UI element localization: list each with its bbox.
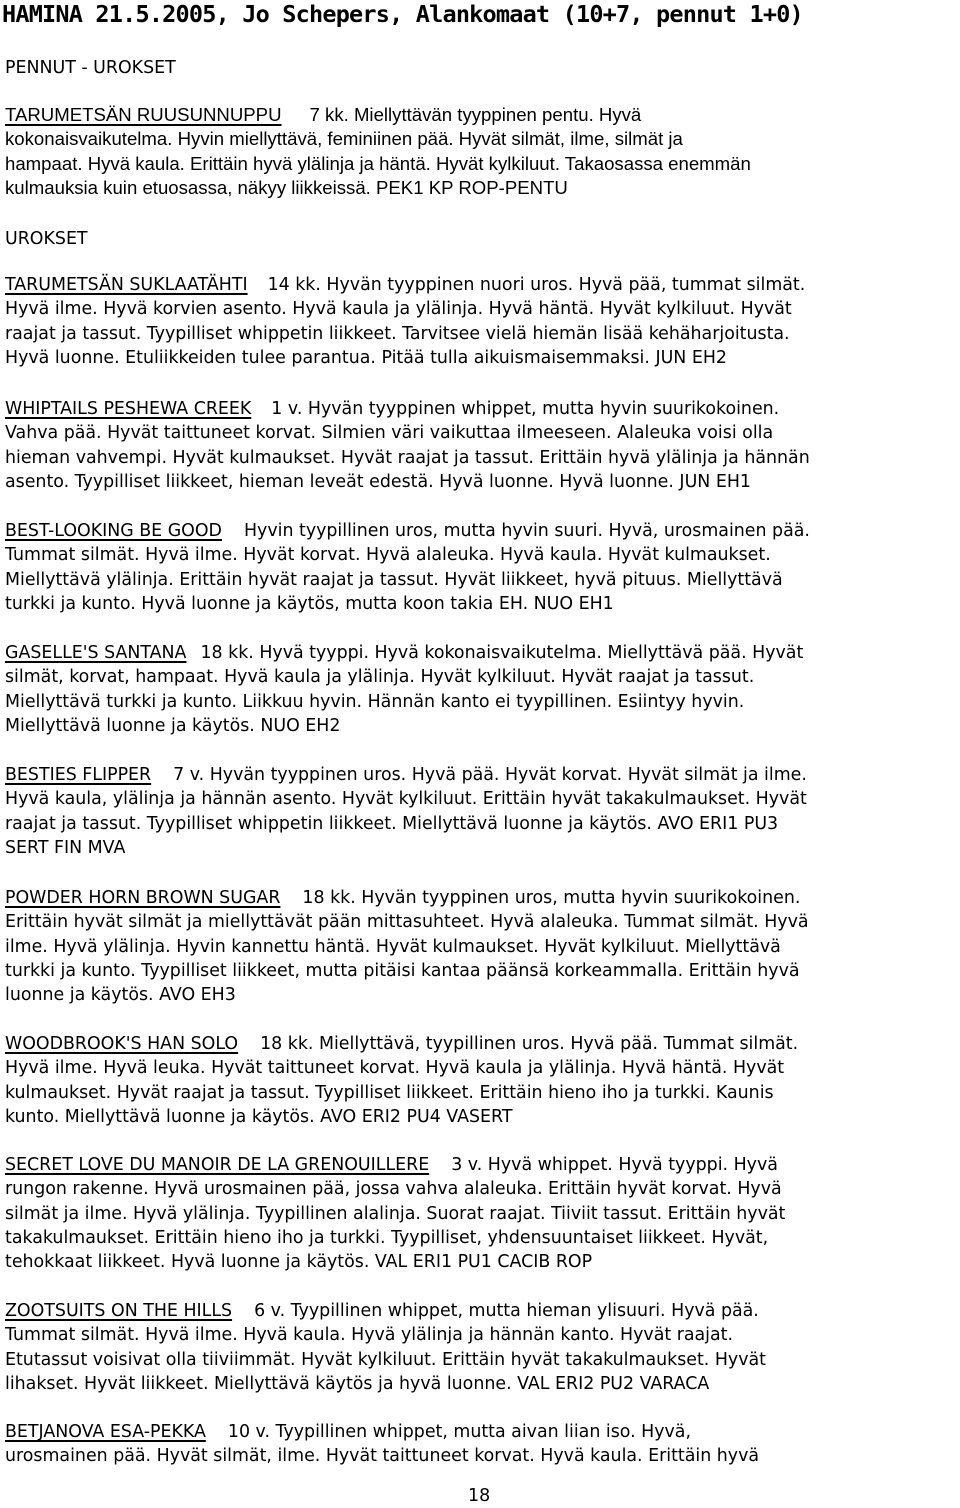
dog-name: BESTIES FLIPPER [5, 765, 152, 785]
entry-line [5, 103, 955, 127]
dog-name: BETJANOVA ESA-PEKKA [5, 1422, 206, 1442]
entry-line: kokonaisvaikutelma. Hyvin miellyttävä, feminiinen pää. Hyvät silmät, ilme, silmät ja [5, 128, 683, 150]
entry-line: kulmauksia kuin etuosassa, näkyy liikkeissä. PEK1 KP ROP-PENTU [5, 176, 568, 198]
entry-line: silmät, korvat, hampaat. Hyvä kaula ja ylälinja. Hyvät kylkiluut. Hyvät raajat ja tassut. [5, 667, 755, 688]
entry-line: kulmaukset. Hyvät raajat ja tassut. Tyypilliset liikkeet. Erittäin hieno iho ja turkki. Kaunis [5, 1082, 774, 1103]
dog-entry [5, 886, 955, 1007]
dog-entry [5, 273, 955, 370]
entry-text: 14 kk. Hyvän tyyppinen nuori uros. Hyvä pää, tummat silmät. [267, 275, 806, 295]
dog-name: WOODBROOK'S HAN SOLO [5, 1034, 239, 1054]
entry-line: silmät ja ilme. Hyvä ylälinja. Tyypillinen alalinja. Suorat raajat. Tiiviit tassut. Erittäin hyvät [5, 1203, 786, 1224]
entry-line: Hyvä kaula, ylälinja ja hännän asento. Hyvät kylkiluut. Erittäin hyvät takakulmaukset. Hyvät [5, 789, 807, 810]
entry-line: Miellyttävä ylälinja. Erittäin hyvät raajat ja tassut. Hyvät liikkeet, hyvä pituus. Miellyttävä [5, 569, 783, 590]
entry-line: asento. Tyypilliset liikkeet, hieman leveät edestä. Hyvä luonne. Hyvä luonne. JUN EH1 [5, 471, 751, 492]
entry-text: 1 v. Hyvän tyyppinen whippet, mutta hyvin suurikokoinen. [271, 399, 780, 419]
entry-line [5, 519, 955, 543]
dog-name: TARUMETSÄN RUUSUNNUPPU [5, 104, 282, 125]
entry-line: Hyvä luonne. Etuliikkeiden tulee parantua. Pitää tulla aikuismaisemmaksi. JUN EH2 [5, 347, 727, 368]
dog-entry [5, 397, 955, 494]
entry-line [5, 641, 955, 665]
entry-line: Miellyttävä turkki ja kunto. Liikkuu hyvin. Hännän kanto ei tyypillinen. Esiintyy hyvin. [5, 691, 745, 712]
dog-entry [5, 1420, 955, 1469]
entry-text: 18 kk. Hyvä tyyppi. Hyvä kokonaisvaikutelma. Miellyttävä pää. Hyvät [200, 643, 804, 663]
entry-line: Etutassut voisivat olla tiiviimmät. Hyvät kylkiluut. Erittäin hyvät takakulmaukset. Hyvät [5, 1349, 766, 1370]
entry-line: SERT FIN MVA [5, 837, 126, 858]
entry-line: turkki ja kunto. Hyvä luonne ja käytös, mutta koon takia EH. NUO EH1 [5, 593, 614, 614]
dog-entry [5, 1032, 955, 1129]
entry-line: luonne ja käytös. AVO EH3 [5, 985, 236, 1006]
entry-line: hieman vahvempi. Hyvät kulmaukset. Hyvät raajat ja tassut. Erittäin hyvä ylälinja ja hännän [5, 447, 810, 468]
entry-line [5, 397, 955, 421]
dog-entry [5, 1153, 955, 1274]
entry-line: Miellyttävä luonne ja käytös. NUO EH2 [5, 715, 341, 736]
dog-entry [5, 641, 955, 738]
entry-line: raajat ja tassut. Tyypilliset whippetin liikkeet. Tarvitsee vielä hiemän lisää kehäharjoitusta. [5, 323, 790, 344]
dog-name: POWDER HORN BROWN SUGAR [5, 888, 281, 908]
entry-text: 7 kk. Miellyttävän tyyppinen pentu. Hyvä [309, 104, 642, 125]
section-heading-puppies: PENNUT - UROKSET [5, 58, 176, 78]
entry-line [5, 1153, 955, 1177]
entry-text: 18 kk. Hyvän tyyppinen uros, mutta hyvin suurikokoinen. [302, 888, 801, 908]
page-title: HAMINA 21.5.2005, Jo Schepers, Alankomaat (10+7, pennut 1+0) [2, 0, 803, 28]
dog-name: GASELLE'S SANTANA [5, 643, 187, 663]
entry-line: takakulmaukset. Erittäin hieno iho ja turkki. Tyypilliset, yhdensuuntaiset liikkeet. Hyvät, [5, 1227, 769, 1248]
dog-entry [5, 763, 955, 860]
dog-entry [5, 103, 955, 200]
dog-name: BEST-LOOKING BE GOOD [5, 521, 222, 541]
entry-line: Tummat silmät. Hyvä ilme. Hyvä kaula. Hyvä ylälinja ja hännän kanto. Hyvät raajat. [5, 1325, 734, 1346]
dog-name: ZOOTSUITS ON THE HILLS [5, 1301, 233, 1321]
entry-line: tehokkaat liikkeet. Hyvä luonne ja käytös. VAL ERI1 PU1 CACIB ROP [5, 1252, 593, 1273]
dog-entry [5, 519, 955, 616]
entry-line [5, 273, 955, 297]
entry-line: lihakset. Hyvät liikkeet. Miellyttävä käytös ja hyvä luonne. VAL ERI2 PU2 VARACA [5, 1373, 710, 1394]
entry-text: 18 kk. Miellyttävä, tyypillinen uros. Hyvä pää. Tummat silmät. [260, 1034, 799, 1054]
entry-line [5, 1032, 955, 1056]
dog-entry [5, 1299, 955, 1396]
entry-line [5, 763, 955, 787]
entry-text: Hyvin tyypillinen uros, mutta hyvin suuri. Hyvä, urosmainen pää. [243, 521, 810, 541]
entry-line [5, 1299, 955, 1323]
entry-line: Erittäin hyvät silmät ja miellyttävät pään mittasuhteet. Hyvä alaleuka. Tummat silmät. Hyvä [5, 912, 809, 933]
section-heading-males: UROKSET [5, 229, 88, 249]
entry-text: 3 v. Hyvä whippet. Hyvä tyyppi. Hyvä [451, 1155, 778, 1175]
entry-line: ilme. Hyvä ylälinja. Hyvin kannettu häntä. Hyvät kulmaukset. Hyvät kylkiluut. Miellyttävä [5, 936, 781, 957]
dog-name: TARUMETSÄN SUKLAATÄHTI [5, 275, 248, 295]
entry-line: Tummat silmät. Hyvä ilme. Hyvät korvat. Hyvä alaleuka. Hyvä kaula. Hyvät kulmaukset. [5, 545, 771, 566]
entry-line: kunto. Miellyttävä luonne ja käytös. AVO ERI2 PU4 VASERT [5, 1106, 513, 1127]
entry-line: turkki ja kunto. Tyypilliset liikkeet, mutta pitäisi kantaa päänsä korkeammalla. Erittäin hyvä [5, 960, 800, 981]
entry-text: 10 v. Tyypillinen whippet, mutta aivan liian iso. Hyvä, [227, 1422, 691, 1442]
entry-line: Vahva pää. Hyvät taittuneet korvat. Silmien väri vaikuttaa ilmeeseen. Alaleuka voisi olla [5, 423, 774, 444]
entry-line: urosmainen pää. Hyvät silmät, ilme. Hyvät taittuneet korvat. Hyvä kaula. Erittäin hyvä [5, 1446, 760, 1467]
entry-line [5, 1420, 955, 1444]
page-number: 18 [468, 1486, 491, 1506]
entry-line [5, 886, 955, 910]
dog-name: WHIPTAILS PESHEWA CREEK [5, 399, 252, 419]
entry-line: rungon rakenne. Hyvä urosmainen pää, jossa vahva alaleuka. Erittäin hyvät korvat. Hyvä [5, 1179, 782, 1200]
entry-line: raajat ja tassut. Tyypilliset whippetin liikkeet. Miellyttävä luonne ja käytös. AVO ERI1 PU3 [5, 813, 779, 834]
entry-text: 6 v. Tyypillinen whippet, mutta hieman ylisuuri. Hyvä pää. [254, 1301, 759, 1321]
dog-name: SECRET LOVE DU MANOIR DE LA GRENOUILLERE [5, 1155, 430, 1175]
entry-line: Hyvä ilme. Hyvä leuka. Hyvät taittuneet korvat. Hyvä kaula ja ylälinja. Hyvä häntä. Hyvät [5, 1058, 785, 1079]
entry-line: hampaat. Hyvä kaula. Erittäin hyvä ylälinja ja häntä. Hyvät kylkiluut. Takaosassa enemmän [5, 152, 751, 174]
entry-text: 7 v. Hyvän tyyppinen uros. Hyvä pää. Hyvät korvat. Hyvät silmät ja ilme. [173, 765, 807, 785]
entry-line: Hyvä ilme. Hyvä korvien asento. Hyvä kaula ja ylälinja. Hyvä häntä. Hyvät kylkiluut. Hyvät [5, 299, 792, 320]
